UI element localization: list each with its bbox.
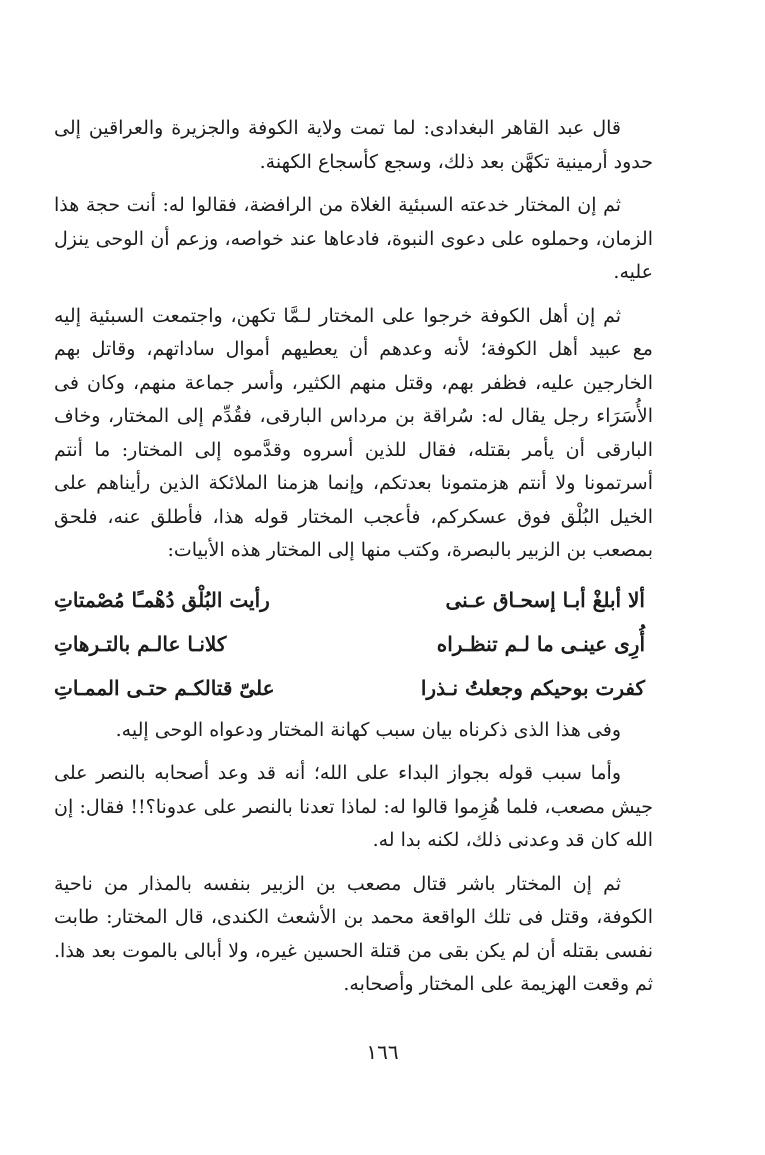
poem-verses	[54, 578, 653, 710]
after-verses-line: وفى هذا الذى ذكرناه بيان سبب كهانة المختار ودعواه الوحى إليه.	[115, 718, 621, 741]
verse-first-hemistich: كفرت بوحيكم وجعلتُ نـذرا	[420, 675, 645, 700]
paragraph-1: قال عبد القاهر البغدادى: لما تمت ولاية الكوفة والجزيرة والعراقين إلى حدود أرمينية تكهَّن بعد ذلك، وسجع كأسجاع الكهنة.	[54, 117, 653, 173]
verse-line	[54, 578, 653, 622]
verse-second-hemistich: رأيت البُلْق دُهْمـًا مُصْمتاتِ	[54, 587, 270, 612]
page-number: ١٦٦	[366, 1040, 399, 1064]
paragraph-4: وأما سبب قوله بجواز البداء على الله؛ أنه قد وعد أصحابه بالنصر على جيش مصعب، فلما هُزِموا قالوا له: لماذا تعدنا بالنصر على عدونا؟!! فقال: إن الله كان قد وعدنى ذلك، لكنه بدا له.	[54, 762, 653, 851]
verse-line	[54, 622, 653, 666]
verse-first-hemistich: ألا أبلغْ أبـا إسحـاق عـنى	[445, 587, 645, 612]
verse-second-hemistich: علىّ قتالكـم حتـى الممـاتِ	[54, 675, 275, 700]
verse-first-hemistich: أُرِى عينـى ما لـم تنظـراه	[436, 631, 645, 656]
paragraph-3: ثم إن أهل الكوفة خرجوا على المختار لـمَّا تكهن، واجتمعت السبئية إليه مع عبيد أهل الكوفة؛ لأنه وعدهم أن يعطيهم أموال ساداتهم، وقاتل بهم الخارجين عليه، فظفر بهم، وقتل منهم الكثير، وأسر جماعة منهم، وكان فى الأُسَرَاء رجل يقال له: سُراقة بن مرداس البارقى، فقُدِّم إلى المختار، وخاف البارقى أن يأمر بقتله، فقال للذين أسروه وقدَّموه إلى المختار: ما أنتم أسرتمونا ولا أنتم هزمتمونا بعدتكم، وإنما هزمنا الملائكة الذين رأيناهم على الخيل البُلْق فوق عسكركم، فأعجب المختار قوله هذا، فأطلق عنه، فلحق بمصعب بن الزبير بالبصرة، وكتب منها إلى المختار هذه الأبيات:	[54, 304, 653, 561]
verse-line	[54, 666, 653, 710]
verse-second-hemistich: كلانـا عالـم بالتـرهاتِ	[54, 631, 227, 656]
paragraph-2: ثم إن المختار خدعته السبئية الغلاة من الرافضة، فقالوا له: أنت حجة هذا الزمان، وحملوه على دعوى النبوة، فادعاها عند خواصه، وزعم أن الوحى ينزل عليه.	[54, 194, 653, 283]
paragraph-5: ثم إن المختار باشر قتال مصعب بن الزبير بنفسه بالمذار من ناحية الكوفة، وقتل فى تلك الواقعة محمد بن الأشعث الكندى، قال المختار: طابت نفسى بقتله أن لم يكن بقى من قتلة الحسين غيره، ولا أبالى بالموت بعد هذا. ثم وقعت الهزيمة على المختار وأصحابه.	[54, 872, 653, 995]
